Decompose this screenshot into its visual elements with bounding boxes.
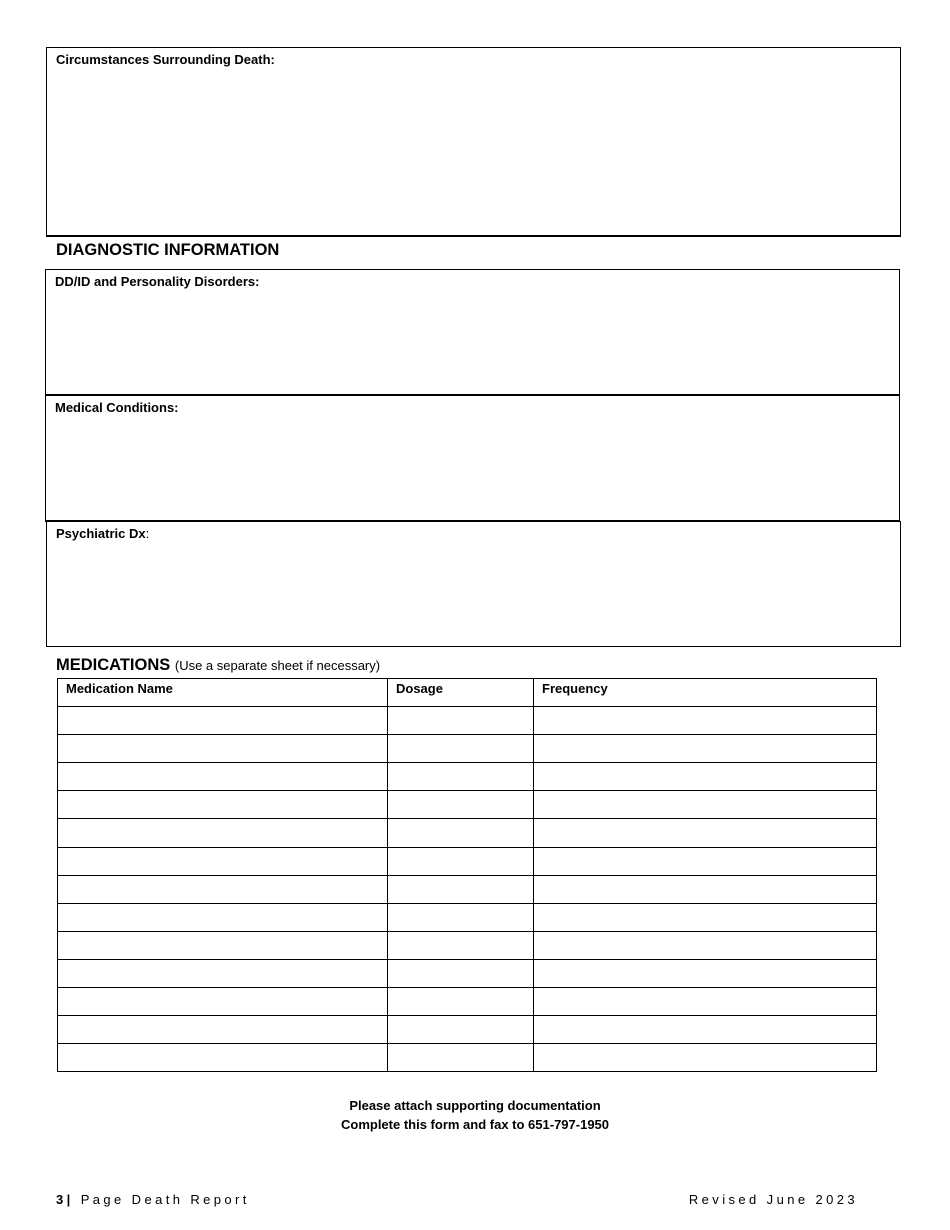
fax-instruction-note: Complete this form and fax to 651-797-1950 [340, 1117, 610, 1132]
page-footer [56, 1192, 250, 1207]
table-row [58, 875, 877, 903]
table-row [58, 763, 877, 791]
frequency-cell[interactable] [534, 875, 877, 903]
medication-name-cell[interactable] [58, 875, 388, 903]
table-row [58, 1044, 877, 1072]
dosage-cell[interactable] [388, 875, 534, 903]
frequency-cell[interactable] [534, 735, 877, 763]
dosage-cell[interactable] [388, 735, 534, 763]
table-row [58, 988, 877, 1016]
medication-name-cell[interactable] [58, 931, 388, 959]
psychiatric-dx-label: Psychiatric Dx: [56, 526, 150, 541]
column-header-medication-name: Medication Name [58, 679, 388, 707]
medication-name-cell[interactable] [58, 819, 388, 847]
medication-name-cell[interactable] [58, 903, 388, 931]
table-row [58, 707, 877, 735]
frequency-cell[interactable] [534, 903, 877, 931]
dosage-cell[interactable] [388, 903, 534, 931]
psychiatric-dx-field[interactable] [46, 521, 901, 647]
dosage-cell[interactable] [388, 847, 534, 875]
ddid-label: DD/ID and Personality Disorders: [55, 274, 260, 289]
frequency-cell[interactable] [534, 763, 877, 791]
dosage-cell[interactable] [388, 1016, 534, 1044]
frequency-cell[interactable] [534, 707, 877, 735]
table-row [58, 791, 877, 819]
table-header-row [58, 679, 877, 707]
table-row [58, 735, 877, 763]
frequency-cell[interactable] [534, 819, 877, 847]
medical-conditions-label: Medical Conditions: [55, 400, 179, 415]
medication-name-cell[interactable] [58, 707, 388, 735]
frequency-cell[interactable] [534, 791, 877, 819]
revision-date: Revised June 2023 [688, 1192, 858, 1207]
ddid-field[interactable] [45, 269, 900, 396]
medication-name-cell[interactable] [58, 847, 388, 875]
dosage-cell[interactable] [388, 819, 534, 847]
medications-title: MEDICATIONS [56, 656, 171, 674]
circumstances-field[interactable] [46, 47, 901, 237]
table-row [58, 847, 877, 875]
dosage-cell[interactable] [388, 931, 534, 959]
medications-note: (Use a separate sheet if necessary) [174, 658, 381, 673]
page-separator: | [66, 1192, 74, 1207]
frequency-cell[interactable] [534, 988, 877, 1016]
column-header-dosage: Dosage [388, 679, 534, 707]
column-header-frequency: Frequency [534, 679, 877, 707]
dosage-cell[interactable] [388, 763, 534, 791]
circumstances-label: Circumstances Surrounding Death: [56, 52, 275, 67]
table-row [58, 819, 877, 847]
medication-name-cell[interactable] [58, 1016, 388, 1044]
medications-heading [56, 656, 380, 675]
table-row [58, 931, 877, 959]
medication-name-cell[interactable] [58, 959, 388, 987]
page-number: 3 [56, 1192, 67, 1207]
dosage-cell[interactable] [388, 988, 534, 1016]
medications-table [57, 678, 877, 1072]
frequency-cell[interactable] [534, 959, 877, 987]
table-row [58, 1016, 877, 1044]
dosage-cell[interactable] [388, 959, 534, 987]
dosage-cell[interactable] [388, 707, 534, 735]
frequency-cell[interactable] [534, 1016, 877, 1044]
medication-name-cell[interactable] [58, 763, 388, 791]
frequency-cell[interactable] [534, 1044, 877, 1072]
medication-name-cell[interactable] [58, 791, 388, 819]
dosage-cell[interactable] [388, 791, 534, 819]
frequency-cell[interactable] [534, 931, 877, 959]
table-row [58, 903, 877, 931]
diagnostic-heading: DIAGNOSTIC INFORMATION [56, 241, 280, 259]
table-row [58, 959, 877, 987]
attach-documentation-note: Please attach supporting documentation [349, 1098, 601, 1113]
medical-conditions-field[interactable] [45, 395, 900, 522]
medication-name-cell[interactable] [58, 1044, 388, 1072]
page-label: Page Death Report [80, 1192, 250, 1207]
dosage-cell[interactable] [388, 1044, 534, 1072]
medication-name-cell[interactable] [58, 735, 388, 763]
frequency-cell[interactable] [534, 847, 877, 875]
medication-name-cell[interactable] [58, 988, 388, 1016]
